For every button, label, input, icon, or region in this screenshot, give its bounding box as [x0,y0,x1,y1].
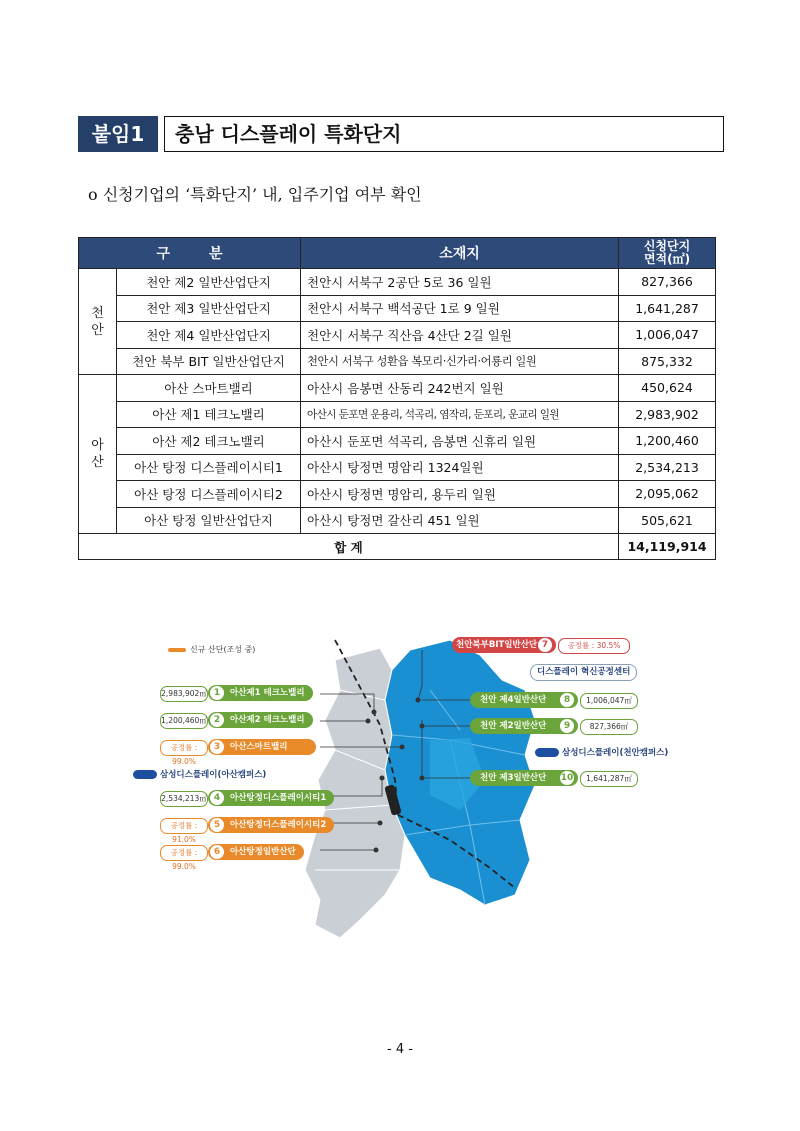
samsung-asan-campus [133,768,266,780]
complex-name: 아산 탕정 일반산업단지 [117,507,301,534]
complex-area: 505,621 [619,507,716,534]
map-site-label: 천안 제4일반산단 [480,695,547,705]
complex-name: 아산 제2 테크노밸리 [117,428,301,455]
site-dot [374,848,379,853]
site-dot [378,821,383,826]
area-box: 1,006,047㎡ [580,693,638,709]
samsung-cheonan-campus [535,746,668,758]
site-dot [372,710,377,715]
map-number-badge: 5 [210,818,224,832]
table-row [79,348,716,375]
asan-display-city-1-label [208,790,334,806]
map-number-badge: 1 [210,686,224,700]
complex-location: 아산시 둔포면 석곡리, 음봉면 신휴리 일원 [301,428,619,455]
complex-name: 천안 제3 일반산업단지 [117,295,301,322]
page-number: - 4 - [387,1042,413,1057]
map-site-label: 아산제2 테크노밸리 [230,715,305,725]
map-site-label: 아산스마트밸리 [230,742,288,752]
total-label: 합 계 [79,534,619,560]
area-box: 1,200,460㎡ [160,713,208,729]
area-box: 827,366㎡ [580,719,638,735]
table-row [79,428,716,455]
complex-location: 아산시 둔포면 운용리, 석곡리, 염작리, 둔포리, 운교리 일원 [301,401,619,428]
region-asan: 아 산 [79,375,117,534]
area-box: 2,983,902㎡ [160,686,208,702]
page-title: 충남 디스플레이 특화단지 [164,116,724,152]
complex-area: 875,332 [619,348,716,375]
complex-area: 1,200,460 [619,428,716,455]
complex-name: 천안 제4 일반산업단지 [117,322,301,349]
map-site-label: 아산탕정디스플레이시티2 [230,820,327,830]
table-row [79,481,716,508]
complex-location: 천안시 서북구 성환읍 복모리·신가리·어룡리 일원 [301,348,619,375]
complex-area: 1,641,287 [619,295,716,322]
complex-area: 2,534,213 [619,454,716,481]
progress-box: 공정률 : 99.0% [160,845,208,861]
header-area [619,238,716,269]
complex-area: 2,095,062 [619,481,716,508]
map-number-badge: 10 [560,773,574,783]
complex-location: 천안시 서북구 백석공단 1로 9 일원 [301,295,619,322]
progress-box: 공정률 : 99.0% [160,740,208,756]
site-dot [420,724,425,729]
map-site-label: 아산탕정디스플레이시티1 [230,793,327,803]
cheonan-4-label [470,692,578,708]
region-cheonan: 천 안 [79,269,117,375]
header-area-line1: 신청단지 [643,239,691,253]
map-number-badge: 3 [210,740,224,754]
map-number-badge: 6 [210,845,224,859]
complex-location: 천안시 서북구 2공단 5로 36 일원 [301,269,619,296]
complex-map-figure [130,620,675,950]
table-row [79,322,716,349]
complex-location: 천안시 서북구 직산읍 4산단 2길 일원 [301,322,619,349]
cheonan-bit-label [452,637,556,653]
legend-label: 신규 산단(조성 중) [190,645,256,654]
header-location: 소재지 [301,238,619,269]
site-dot [366,719,371,724]
complex-area: 2,983,902 [619,401,716,428]
complex-area: 450,624 [619,375,716,402]
complex-name: 아산 탕정 디스플레이시티1 [117,454,301,481]
table-row [79,454,716,481]
site-dot [420,776,425,781]
map-number-badge: 7 [538,638,552,652]
complex-location: 아산시 탕정면 명암리 1324일원 [301,454,619,481]
complex-area: 1,006,047 [619,322,716,349]
complex-name: 아산 탕정 디스플레이시티2 [117,481,301,508]
attachment-tag: 붙임1 [78,116,158,152]
map-site-label: 천안 제3일반산단 [480,773,547,783]
complex-name: 천안 제2 일반산업단지 [117,269,301,296]
asan-display-city-2-label [208,817,334,833]
map-number-badge: 8 [560,693,574,707]
table-header-row [79,238,716,269]
complex-area: 827,366 [619,269,716,296]
innovation-center-tag [530,664,637,681]
site-dot [416,698,421,703]
area-box: 1,641,287㎡ [580,771,638,787]
attachment-header [78,116,724,152]
complex-name: 천안 북부 BIT 일반산업단지 [117,348,301,375]
cheonan-3-label [470,770,578,786]
innovation-center-label: 디스플레이 혁신공정센터 [537,667,631,677]
progress-box: 공정률 : 91.0% [160,818,208,834]
asan-techno-2-label [208,712,313,728]
map-number-badge: 4 [210,791,224,805]
table-row [79,269,716,296]
table-row [79,401,716,428]
map-site-label: 천안북부BIT일반산단 [456,640,538,650]
map-number-badge: 2 [210,713,224,727]
samsung-asan-label: 삼성디스플레이(아산캠퍼스) [160,770,267,780]
samsung-logo-icon [535,748,559,757]
asan-tangjeong-label [208,844,304,860]
complex-location: 아산시 탕정면 갈산리 451 일원 [301,507,619,534]
asan-smart-valley-label [208,739,316,755]
asan-techno-1-label [208,685,313,701]
complex-location: 아산시 음봉면 산동리 242번지 일원 [301,375,619,402]
legend-swatch [168,648,186,652]
table-row [79,507,716,534]
industrial-complex-table [78,237,716,560]
site-dot [380,776,385,781]
header-area-line2: 면적(㎡) [643,252,691,266]
map-site-label: 아산제1 테크노밸리 [230,688,305,698]
site-dot [400,745,405,750]
bullet-text: o 신청기업의 ‘특화단지’ 내, 입주기업 여부 확인 [88,185,422,204]
map-site-label: 아산탕정일반산단 [230,847,296,857]
map-site-label: 천안 제2일반산단 [480,721,547,731]
complex-name: 아산 제1 테크노밸리 [117,401,301,428]
table-row [79,295,716,322]
table-row [79,375,716,402]
cheonan-2-label [470,718,578,734]
progress-box: 공정률 : 30.5% [558,638,630,654]
map-legend [168,644,255,655]
complex-location: 아산시 탕정면 명암리, 용두리 일원 [301,481,619,508]
total-row [79,534,716,560]
complex-name: 아산 스마트밸리 [117,375,301,402]
area-box: 2,534,213㎡ [160,791,208,807]
map-number-badge: 9 [560,719,574,733]
total-value: 14,119,914 [619,534,716,560]
header-division: 구 분 [79,238,301,269]
samsung-cheonan-label: 삼성디스플레이(천안캠퍼스) [562,748,669,758]
samsung-logo-icon [133,770,157,779]
